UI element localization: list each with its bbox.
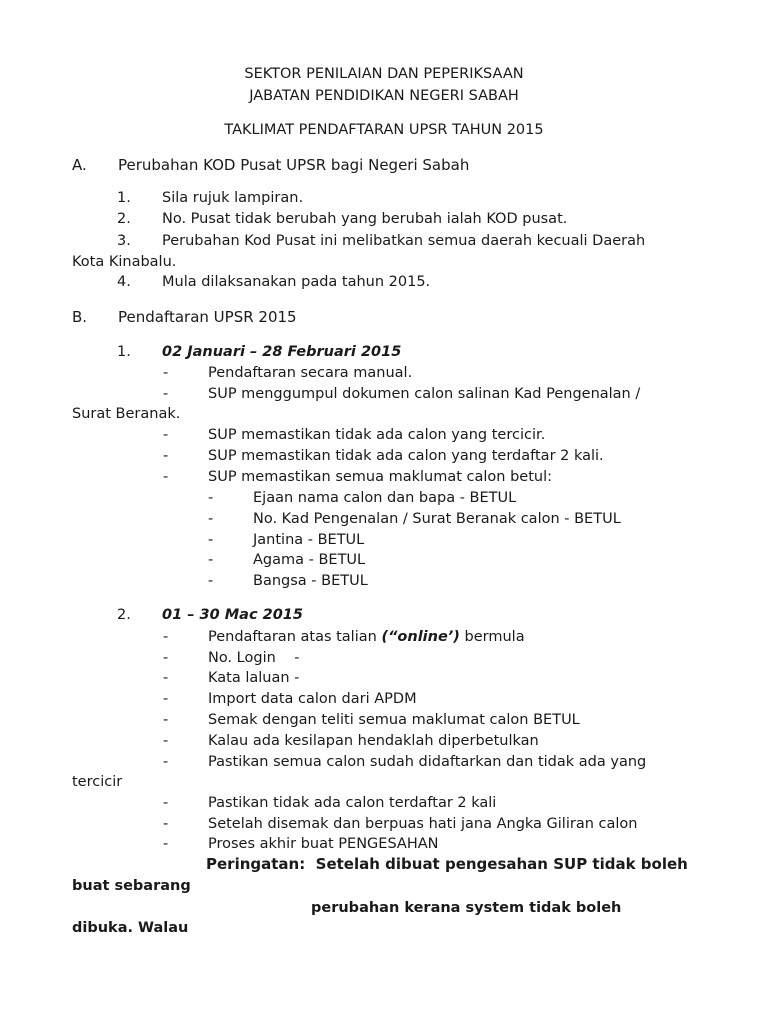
section-a-item-text: Sila rujuk lampiran. bbox=[162, 190, 304, 206]
bullet-dash: - bbox=[163, 629, 169, 645]
bullet-text: SUP memastikan tidak ada calon yang tercicir. bbox=[208, 427, 546, 443]
bullet-dash: - bbox=[163, 365, 169, 381]
period-number: 1. bbox=[117, 344, 131, 360]
bullet-text: Pastikan semua calon sudah didaftarkan dan tidak ada yang bbox=[208, 754, 647, 770]
bullet-dash: - bbox=[163, 754, 169, 770]
bullet-continuation: tercicir bbox=[72, 774, 123, 790]
bullet-dash: - bbox=[163, 427, 169, 443]
section-a-item-continuation: Kota Kinabalu. bbox=[72, 254, 177, 270]
bullet-text: SUP memastikan tidak ada calon yang terdaftar 2 kali. bbox=[208, 448, 604, 464]
subbullet-text: No. Kad Pengenalan / Surat Beranak calon - BETUL bbox=[253, 511, 621, 527]
subbullet-dash: - bbox=[208, 573, 214, 589]
document-title: TAKLIMAT PENDAFTARAN UPSR TAHUN 2015 bbox=[224, 122, 544, 138]
bullet-dash: - bbox=[163, 712, 169, 728]
bullet-continuation: Surat Beranak. bbox=[72, 406, 181, 422]
section-a-item-text: Perubahan Kod Pusat ini melibatkan semua daerah kecuali Daerah bbox=[162, 233, 646, 249]
bullet-text: Pastikan tidak ada calon terdaftar 2 kali bbox=[208, 795, 497, 811]
bullet-dash: - bbox=[163, 795, 169, 811]
bullet-text: Proses akhir buat PENGESAHAN bbox=[208, 836, 439, 852]
bullet-text: Kata laluan - bbox=[208, 670, 300, 686]
bullet-text: SUP memastikan semua maklumat calon betul: bbox=[208, 469, 553, 485]
bullet-dash: - bbox=[163, 448, 169, 464]
bullet-text: Setelah disemak dan berpuas hati jana Angka Giliran calon bbox=[208, 816, 638, 832]
bullet-dash: - bbox=[163, 386, 169, 402]
section-a-heading: Perubahan KOD Pusat UPSR bagi Negeri Sabah bbox=[118, 156, 470, 174]
section-a-item-text: Mula dilaksanakan pada tahun 2015. bbox=[162, 274, 431, 290]
bullet-text: Kalau ada kesilapan hendaklah diperbetulkan bbox=[208, 733, 539, 749]
subbullet-text: Jantina - BETUL bbox=[253, 532, 365, 548]
subbullet-dash: - bbox=[208, 532, 214, 548]
bullet-text-post: bermula bbox=[459, 629, 525, 645]
bullet-text: Semak dengan teliti semua maklumat calon BETUL bbox=[208, 712, 580, 728]
subbullet-dash: - bbox=[208, 511, 214, 527]
section-a-item-num: 2. bbox=[117, 211, 131, 227]
section-a-item-num: 4. bbox=[117, 274, 131, 290]
bullet-text: No. Login - bbox=[208, 650, 300, 666]
subbullet-dash: - bbox=[208, 490, 214, 506]
bullet-dash: - bbox=[163, 836, 169, 852]
period-title: 02 Januari – 28 Februari 2015 bbox=[162, 344, 402, 360]
period-number: 2. bbox=[117, 607, 131, 623]
bullet-text: Pendaftaran secara manual. bbox=[208, 365, 413, 381]
bullet-dash: - bbox=[163, 670, 169, 686]
subbullet-text: Agama - BETUL bbox=[253, 552, 366, 568]
bullet-dash: - bbox=[163, 650, 169, 666]
bullet-text: SUP menggumpul dokumen calon salinan Kad Pengenalan / bbox=[208, 386, 641, 402]
section-a-item-num: 1. bbox=[117, 190, 131, 206]
bullet-text-online: (“online’) bbox=[381, 629, 460, 645]
section-b-heading: Pendaftaran UPSR 2015 bbox=[118, 308, 297, 326]
period-title: 01 – 30 Mac 2015 bbox=[162, 607, 303, 623]
subbullet-dash: - bbox=[208, 552, 214, 568]
section-a-item-num: 3. bbox=[117, 233, 131, 249]
header-line-1: SEKTOR PENILAIAN DAN PEPERIKSAAN bbox=[244, 66, 524, 82]
warning-line-4: dibuka. Walau bbox=[72, 920, 189, 936]
subbullet-text: Ejaan nama calon dan bapa - BETUL bbox=[253, 490, 517, 506]
warning-line-1: Peringatan: Setelah dibuat pengesahan SUP tidak boleh bbox=[206, 855, 688, 873]
warning-line-2: buat sebarang bbox=[72, 878, 191, 894]
section-b-letter: B. bbox=[72, 308, 88, 326]
warning-line-3: perubahan kerana system tidak boleh bbox=[311, 900, 622, 916]
header-line-2: JABATAN PENDIDIKAN NEGERI SABAH bbox=[249, 88, 519, 104]
bullet-text: Import data calon dari APDM bbox=[208, 691, 417, 707]
section-a-item-text: No. Pusat tidak berubah yang berubah ialah KOD pusat. bbox=[162, 211, 568, 227]
section-a-letter: A. bbox=[72, 156, 87, 174]
bullet-dash: - bbox=[163, 469, 169, 485]
bullet-dash: - bbox=[163, 816, 169, 832]
bullet-text-pre: Pendaftaran atas talian bbox=[208, 629, 382, 645]
bullet-dash: - bbox=[163, 691, 169, 707]
bullet-dash: - bbox=[163, 733, 169, 749]
bullet-text-mixed bbox=[208, 627, 525, 647]
subbullet-text: Bangsa - BETUL bbox=[253, 573, 368, 589]
